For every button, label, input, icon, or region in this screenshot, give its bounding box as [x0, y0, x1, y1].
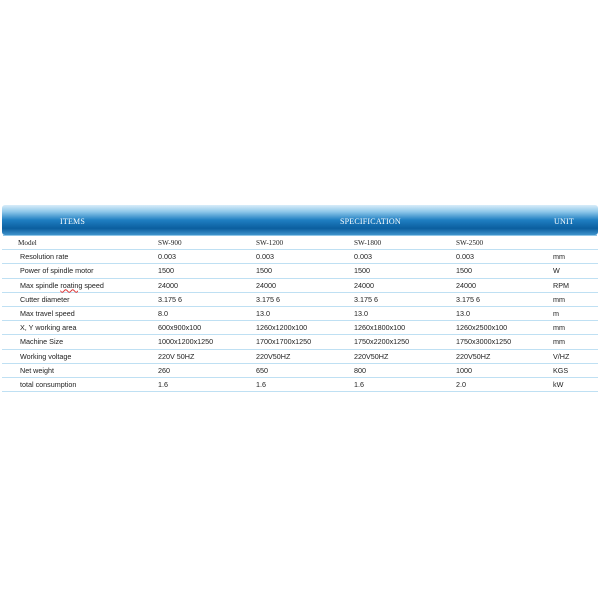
cell-sw-900: 1.6: [156, 377, 254, 391]
cell-sw-2500: 13.0: [454, 306, 550, 320]
cell-unit: mm: [550, 335, 598, 349]
model-sw-1800: SW-1800: [352, 236, 454, 250]
cell-sw-2500: 2.0: [454, 377, 550, 391]
cell-label: Net weight: [2, 363, 156, 377]
table-row: [2, 306, 598, 320]
table-row: [2, 250, 598, 264]
cell-sw-900: 24000: [156, 278, 254, 292]
cell-label: Max spindle roating speed: [2, 278, 156, 292]
specification-table: [2, 205, 598, 392]
cell-label: Power of spindle motor: [2, 264, 156, 278]
cell-sw-900: 3.175 6: [156, 292, 254, 306]
cell-sw-1200: 0.003: [254, 250, 352, 264]
cell-unit: V/HZ: [550, 349, 598, 363]
cell-sw-1800: 220V50HZ: [352, 349, 454, 363]
cell-unit: m: [550, 306, 598, 320]
cell-unit: kW: [550, 377, 598, 391]
cell-sw-900: 260: [156, 363, 254, 377]
cell-unit: mm: [550, 321, 598, 335]
cell-sw-1800: 800: [352, 363, 454, 377]
cell-unit: mm: [550, 292, 598, 306]
cell-sw-2500: 1260x2500x100: [454, 321, 550, 335]
cell-label: total consumption: [2, 377, 156, 391]
table-header-bar: [2, 205, 598, 235]
model-unit: [550, 236, 598, 250]
cell-sw-2500: 24000: [454, 278, 550, 292]
cell-sw-1200: 220V50HZ: [254, 349, 352, 363]
header-items: ITEMS: [60, 217, 85, 226]
model-sw-1200: SW-1200: [254, 236, 352, 250]
cell-unit: KGS: [550, 363, 598, 377]
cell-label: Max travel speed: [2, 306, 156, 320]
table-row: [2, 264, 598, 278]
cell-label: X, Y working area: [2, 321, 156, 335]
cell-sw-1800: 1.6: [352, 377, 454, 391]
model-sw-900: SW-900: [156, 236, 254, 250]
cell-unit: RPM: [550, 278, 598, 292]
cell-sw-900: 220V 50HZ: [156, 349, 254, 363]
table-row: [2, 321, 598, 335]
cell-sw-1800: 3.175 6: [352, 292, 454, 306]
cell-sw-1200: 3.175 6: [254, 292, 352, 306]
cell-sw-2500: 3.175 6: [454, 292, 550, 306]
cell-unit: W: [550, 264, 598, 278]
cell-unit: mm: [550, 250, 598, 264]
cell-sw-900: 1000x1200x1250: [156, 335, 254, 349]
cell-sw-1200: 1500: [254, 264, 352, 278]
cell-sw-1200: 13.0: [254, 306, 352, 320]
cell-sw-900: 0.003: [156, 250, 254, 264]
header-unit: UNIT: [554, 217, 574, 226]
cell-sw-2500: 0.003: [454, 250, 550, 264]
table-row: [2, 377, 598, 391]
cell-sw-1800: 13.0: [352, 306, 454, 320]
cell-sw-900: 8.0: [156, 306, 254, 320]
cell-label: Machine Size: [2, 335, 156, 349]
spec-grid: [2, 236, 598, 392]
cell-sw-1800: 24000: [352, 278, 454, 292]
cell-sw-1200: 24000: [254, 278, 352, 292]
cell-sw-900: 600x900x100: [156, 321, 254, 335]
cell-sw-1200: 1700x1700x1250: [254, 335, 352, 349]
table-row: [2, 292, 598, 306]
cell-label: Working voltage: [2, 349, 156, 363]
cell-label: Resolution rate: [2, 250, 156, 264]
table-row: [2, 335, 598, 349]
table-row: [2, 278, 598, 292]
cell-sw-1800: 1260x1800x100: [352, 321, 454, 335]
table-row: [2, 363, 598, 377]
cell-sw-1200: 1260x1200x100: [254, 321, 352, 335]
cell-sw-1800: 0.003: [352, 250, 454, 264]
cell-label: Cutter diameter: [2, 292, 156, 306]
cell-sw-1200: 1.6: [254, 377, 352, 391]
model-row: [2, 236, 598, 250]
cell-sw-900: 1500: [156, 264, 254, 278]
model-label: Model: [2, 236, 156, 250]
cell-sw-2500: 1000: [454, 363, 550, 377]
cell-sw-2500: 1500: [454, 264, 550, 278]
model-sw-2500: SW-2500: [454, 236, 550, 250]
cell-sw-2500: 1750x3000x1250: [454, 335, 550, 349]
misspelled-word: roating: [60, 280, 83, 290]
cell-sw-1800: 1750x2200x1250: [352, 335, 454, 349]
cell-sw-1800: 1500: [352, 264, 454, 278]
cell-sw-1200: 650: [254, 363, 352, 377]
cell-sw-2500: 220V50HZ: [454, 349, 550, 363]
header-specification: SPECIFICATION: [340, 217, 401, 226]
table-row: [2, 349, 598, 363]
